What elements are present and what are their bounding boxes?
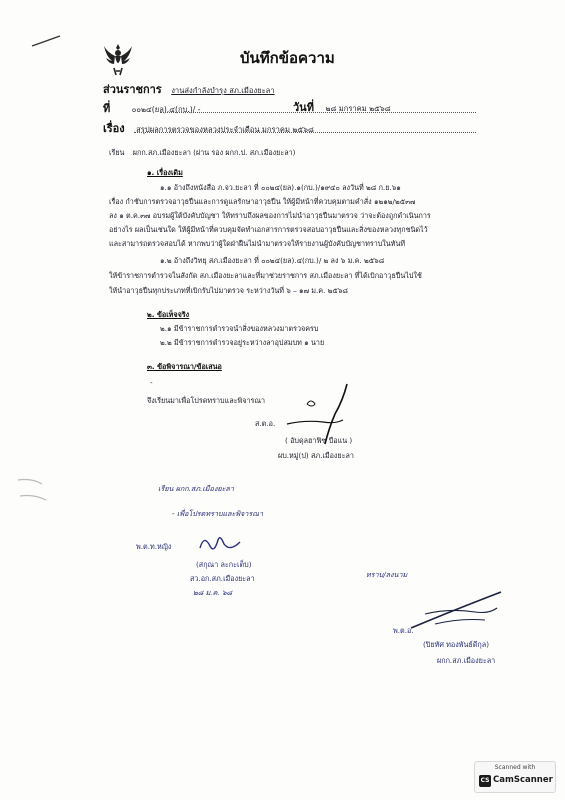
signature-2-rank: พ.ต.ท.หญิง bbox=[136, 542, 172, 551]
subject-dotted-rule bbox=[134, 132, 476, 133]
section-1-heading: ๑. เรื่องเดิม bbox=[147, 168, 183, 177]
signature-3-position: ผกก.สภ.เมืองยะลา bbox=[437, 656, 496, 665]
date-value: ๒๘ มกราคม ๒๕๖๘ bbox=[325, 104, 391, 113]
section-2-line-1: ๒.๑ มีข้าราชการตำรวจนำสิ่งของหลวงมาตรวจครบ bbox=[160, 324, 319, 333]
subject-line bbox=[103, 119, 314, 137]
ref-dotted-rule bbox=[160, 112, 476, 113]
section-1-2-line-2: ให้ข้าราชการตำรวจในสังกัด สภ.เมืองยะลาและที่มาช่วยราชการ สภ.เมืองยะลา ที่ได้เบิกอาวุธปืนไปใช้ bbox=[109, 271, 422, 280]
signature-1-name: ( อับดุลฮาฟิซ บือแน ) bbox=[285, 436, 353, 445]
section-2-heading: ๒. ข้อเท็จจริง bbox=[147, 310, 190, 319]
section-1-2-line-3: ให้นำอาวุธปืนทุกประเภทที่เบิกรับไปมาตรวจ ระหว่างวันที่ ๖ – ๑๗ ม.ค. ๒๕๖๘ bbox=[109, 286, 348, 295]
handwritten-note-3: ทราบ/ลงนาม bbox=[366, 570, 408, 579]
signature-2-mark bbox=[196, 530, 244, 558]
ref-label: ที่ bbox=[103, 102, 111, 115]
section-1-1-line-3: ลง ๑ ต.ค.๓๗ อบรมผู้ใต้บังคับบัญชา ให้ทราบถึงผลของการไม่นำอาวุธปืนมาตรวจ ว่าจะต้องถูกดำเนินการ bbox=[109, 211, 431, 220]
section-3-heading: ๓. ข้อพิจารณา/ข้อเสนอ bbox=[147, 362, 222, 371]
section-1-1-line-2: เรื่อง กำชับการตรวจอาวุธปืนและการดูแลรักษาอาวุธปืน ให้ผู้มีหน้าที่ควบคุมตามคำสั่ง ๑๒๑๒/๒๕๓๗ bbox=[109, 197, 416, 206]
signature-3-mark bbox=[405, 588, 505, 634]
ref-value: ๐๐๒๔(ยล).๔(กบ.)/ - bbox=[131, 105, 201, 114]
handwritten-note-1: เรียน ผกก.สภ.เมืองยะลา bbox=[158, 484, 234, 493]
date-label: วันที่ bbox=[293, 101, 314, 114]
section-1-1-line-4: อย่างไร ผลเป็นเช่นใด ให้ผู้มีหน้าที่ควบคุมจัดทำเอกสารการตรวจสอบอาวุธปืนและสิ่งของหลวงทุกชนิดไว้ bbox=[109, 225, 428, 234]
agency-line bbox=[103, 80, 275, 98]
ref-line bbox=[103, 99, 200, 117]
camscanner-logo-icon: CS bbox=[479, 775, 491, 787]
section-1-2-line-1: ๑.๒ อ้างถึงวิทยุ สภ.เมืองยะลา ที่ ๐๐๒๔(ยล).๔(กบ.)/ ๒ ลง ๖ ม.ค. ๒๕๖๘ bbox=[160, 256, 385, 265]
signature-2-name: (สกุณา ละกะเต็บ) bbox=[196, 560, 252, 569]
signature-1-position: ผบ.หมู่(ป) สภ.เมืองยะลา bbox=[278, 451, 354, 460]
to-value: ผกก.สภ.เมืองยะลา (ผ่าน รอง ผกก.ป. สภ.เมืองยะลา) bbox=[132, 148, 296, 157]
section-1-1-line-1: ๑.๑ อ้างถึงหนังสือ ภ.จว.ยะลา ที่ ๐๐๒๔(ยล).๑(กบ.)/๑๙๔๐ ลงวันที่ ๒๘ ก.ย.๖๑ bbox=[160, 183, 401, 192]
agency-label: ส่วนราชการ bbox=[103, 83, 162, 96]
camscanner-watermark bbox=[474, 761, 556, 793]
watermark-line-2: CamScanner bbox=[493, 775, 553, 785]
section-3-dash: - bbox=[150, 378, 153, 387]
section-1-1-line-5: และสามารถตรวจสอบได้ หากพบว่าผู้ใดฝ่าฝืนไม่นำมาตรวจให้รายงานผู้บังคับบัญชาทราบในทันที bbox=[109, 239, 406, 248]
scan-mark-top-icon bbox=[30, 34, 64, 48]
signature-1-rank: ส.ต.อ. bbox=[255, 419, 276, 428]
watermark-line-1: Scanned with bbox=[494, 764, 536, 771]
memo-title: บันทึกข้อความ bbox=[240, 49, 335, 67]
signature-3-name: (ปิยทัศ ทองพันธ์ดีกุล) bbox=[423, 640, 489, 649]
date-line bbox=[293, 98, 391, 116]
salutation-line bbox=[109, 148, 295, 159]
signature-2-date: ๒๘ ม.ค. ๖๘ bbox=[193, 588, 233, 597]
closing-text: จึงเรียนมาเพื่อโปรดทราบและพิจารณา bbox=[147, 396, 266, 405]
subject-value: สรุปผลการตรวจของหลวงประจำเดือน มกราคม ๒๕๖๘ bbox=[136, 125, 314, 134]
subject-label: เรื่อง bbox=[103, 122, 125, 135]
signature-3-rank: พ.ต.อ. bbox=[393, 626, 414, 635]
handwritten-note-2: - เพื่อโปรดทราบและพิจารณา bbox=[172, 509, 263, 518]
agency-value: งานส่งกำลังบำรุง สภ.เมืองยะลา bbox=[171, 86, 275, 95]
section-2-line-2: ๒.๒ มีข้าราชการตำรวจอยู่ระหว่างลาอุปสมบท ๑ นาย bbox=[160, 338, 325, 347]
to-label: เรียน bbox=[109, 148, 125, 157]
signature-2-position: สว.อก.สภ.เมืองยะลา bbox=[190, 574, 255, 583]
scan-mark-bottom-icon bbox=[16, 470, 56, 504]
garuda-emblem-icon bbox=[103, 42, 133, 76]
